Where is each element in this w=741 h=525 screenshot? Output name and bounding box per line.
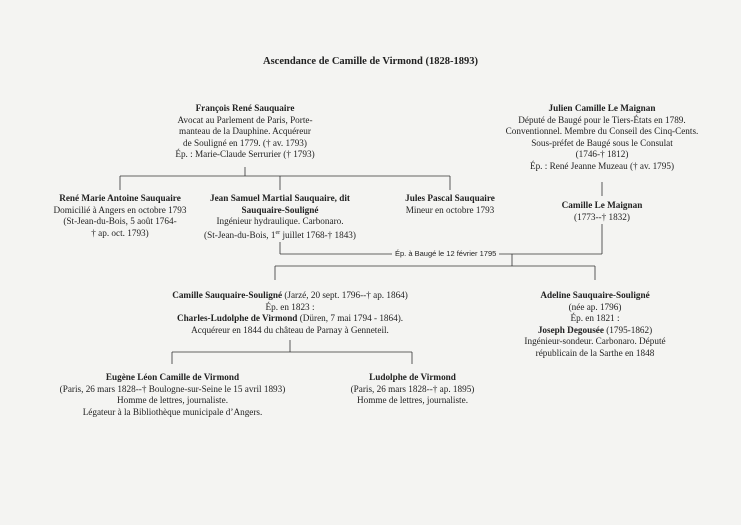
rene-line-3: † ap. oct. 1793) <box>91 227 149 238</box>
jean-line-2b: juillet 1768-† 1843) <box>280 229 356 240</box>
node-rene-sauquaire <box>30 193 210 239</box>
adeline-spouse-detail: (1795-1862) <box>603 324 653 335</box>
jules-line-1: Mineur en octobre 1793 <box>405 204 495 215</box>
node-camille-le-maignan <box>542 200 662 223</box>
francois-name: François René Sauquaire <box>195 103 295 113</box>
jean-line-2a: (St-Jean-du-Bois, 1 <box>204 229 276 240</box>
node-francois-sauquaire <box>145 103 345 161</box>
marriage-label: Ép. à Baugé le 12 février 1795 <box>392 249 499 258</box>
camille-ss-name: Camille Sauquaire-Souligné <box>172 290 283 300</box>
adeline-line-4: Ingénieur-sondeur. Carbonaro. Député <box>524 336 666 347</box>
camille-ss-detail: (Jarzé, 20 sept. 1796--† ap. 1864) <box>282 290 408 300</box>
camille-lm-name: Camille Le Maignan <box>561 200 643 210</box>
adeline-line-3 <box>510 325 680 337</box>
julien-line-2: Conventionnel. Membre du Conseil des Cinq-Cents. <box>505 126 699 137</box>
camille-lm-line-1: (1773--† 1832) <box>574 211 630 222</box>
adeline-spouse: Joseph Degousée <box>537 324 604 335</box>
julien-line-1: Député de Baugé pour le Tiers-États en 1789. <box>518 114 686 125</box>
eugene-name: Eugène Léon Camille de Virmond <box>105 372 240 382</box>
adeline-line-1: (née ap. 1796) <box>568 301 622 312</box>
ludolphe-line-2: Homme de lettres, journaliste. <box>357 395 468 406</box>
camille-ss-spouse: Charles-Ludolphe de Virmond <box>176 313 298 324</box>
node-jules-sauquaire <box>385 193 515 216</box>
francois-line-1: Avocat au Parlement de Paris, Porte- <box>177 114 313 125</box>
camille-ss-line-2: Ép. en 1823 : <box>265 301 315 312</box>
adeline-line-2: Ép. en 1821 : <box>570 313 620 324</box>
adeline-name: Adeline Sauquaire-Souligné <box>540 290 650 300</box>
node-ludolphe-de-virmond <box>335 372 490 407</box>
node-adeline-sauquaire-souligne <box>510 290 680 360</box>
node-eugene-de-virmond <box>50 372 295 418</box>
julien-line-4: (1746-† 1812) <box>575 149 629 160</box>
jean-name-1: Jean Samuel Martial Sauquaire, dit <box>210 193 350 203</box>
julien-line-5: Ép. : René Jeanne Muzeau († av. 1795) <box>529 160 675 171</box>
camille-ss-line-3 <box>140 313 440 325</box>
francois-line-3: de Souligné en 1779. († av. 1793) <box>183 137 307 148</box>
jean-line-2-sup: er <box>275 229 281 236</box>
julien-line-3: Sous-préfet de Baugé sous le Consulat <box>531 137 673 148</box>
ludolphe-line-1: (Paris, 26 mars 1828--† ap. 1895) <box>350 383 475 394</box>
eugene-line-3: Légateur à la Bibliothèque municipale d’Angers. <box>82 406 263 417</box>
rene-name: René Marie Antoine Sauquaire <box>59 193 181 203</box>
jean-line-2 <box>190 228 370 242</box>
julien-name: Julien Camille Le Maignan <box>548 103 656 113</box>
francois-line-2: manteau de la Dauphine. Acquéreur <box>179 126 311 137</box>
page-title: Ascendance de Camille de Virmond (1828-1893) <box>263 56 478 67</box>
ludolphe-name: Ludolphe de Virmond <box>369 372 456 382</box>
camille-ss-line-4: Acquéreur en 1844 du château de Parnay à Genneteil. <box>191 324 389 335</box>
jean-name-2: Sauquaire-Souligné <box>241 204 319 215</box>
node-jean-sauquaire-souligne <box>190 193 370 241</box>
camille-ss-line-1 <box>140 290 440 302</box>
eugene-line-1: (Paris, 26 mars 1828--† Boulogne-sur-Seine le 15 avril 1893) <box>59 383 286 394</box>
jules-name: Jules Pascal Sauquaire <box>405 193 495 203</box>
node-julien-le-maignan <box>487 103 717 173</box>
node-camille-sauquaire-souligne <box>140 290 440 336</box>
rene-line-1: Domicilié à Angers en octobre 1793 <box>53 204 187 215</box>
jean-line-1: Ingénieur hydraulique. Carbonaro. <box>216 216 344 227</box>
francois-line-4: Ép. : Marie-Claude Serrurier († 1793) <box>175 149 315 160</box>
camille-ss-spouse-detail: (Düren, 7 mai 1794 - 1864). <box>297 313 404 324</box>
eugene-line-2: Homme de lettres, journaliste. <box>117 395 228 406</box>
adeline-line-5: républicain de la Sarthe en 1848 <box>535 347 655 358</box>
rene-line-2: (St-Jean-du-Bois, 5 août 1764- <box>63 216 177 227</box>
